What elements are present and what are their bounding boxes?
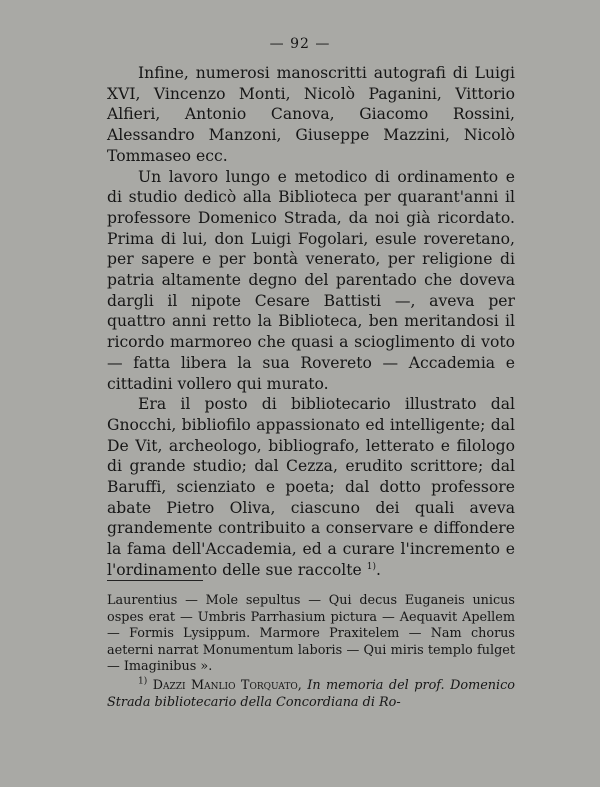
footnote-reference: 1): [366, 561, 377, 572]
inscription-text: Laurentius — Mole sepultus — Qui decus Euganeis unicus ospes erat — Umbris Parrhasium pictura — Aequavit Apellem — Formis Lysippum. Marmore Praxitelem — Nam chorus aeterni narrat Monumentum laboris — Qui miris templo fulget — Imaginibus ».: [107, 593, 515, 675]
paragraph: Infine, numerosi manoscritti autografi di Luigi XVI, Vincenzo Monti, Nicolò Paganini, Vittorio Alfieri, Antonio Canova, Giacomo Rossini, Alessandro Manzoni, Giuseppe Mazzini, Nicolò Tommaseo ecc.: [107, 64, 515, 165]
footnote-divider: [107, 580, 203, 581]
paragraph: [107, 394, 515, 580]
paragraph: Un lavoro lungo e metodico di ordinamento e di studio dedicò alla Biblioteca per quarant'anni il professore Domenico Strada, da noi già ricordato. Prima di lui, don Luigi Fogolari, esule roveretano, per sapere e per bontà venerato, per religione di patria altamente degno del parentado che doveva dargli il nipote Cesare Battisti —, aveva per quattro anni retto la Biblioteca, ben meritandosi il ricordo marmoreo che quasi a scioglimento di voto — fatta libera la sua Rovereto — Accademia e cittadini vollero qui murato.: [107, 167, 515, 393]
footnote-title: In memoria del prof. Domenico Strada bibliotecario della Concordiana di Ro-: [107, 677, 515, 710]
footnotes: [107, 593, 515, 711]
footnote-marker: 1): [138, 676, 148, 687]
footnote: [107, 678, 515, 711]
paragraph-text: Era il posto di bibliotecario illustrato dal Gnocchi, bibliofilo appassionato ed intelligente; dal De Vit, archeologo, bibliografo, letterato e filologo di grande studio; dal Cezza, erudito scrittore; dal Baruffi, scienziato e poeta; dal dotto professore abate Pietro Oliva, ciascuno dei quali aveva grandemente contribuito a conservare e diffondere la fama dell'Accademia, ed a curare l'incremento e l'ordinamento delle sue raccolte: [107, 395, 515, 579]
footnote-author: Dazzi Manlio Torquato,: [152, 677, 302, 693]
main-text: [107, 63, 515, 581]
page-number: — 92 —: [269, 36, 331, 52]
paragraph-end: .: [376, 560, 381, 579]
